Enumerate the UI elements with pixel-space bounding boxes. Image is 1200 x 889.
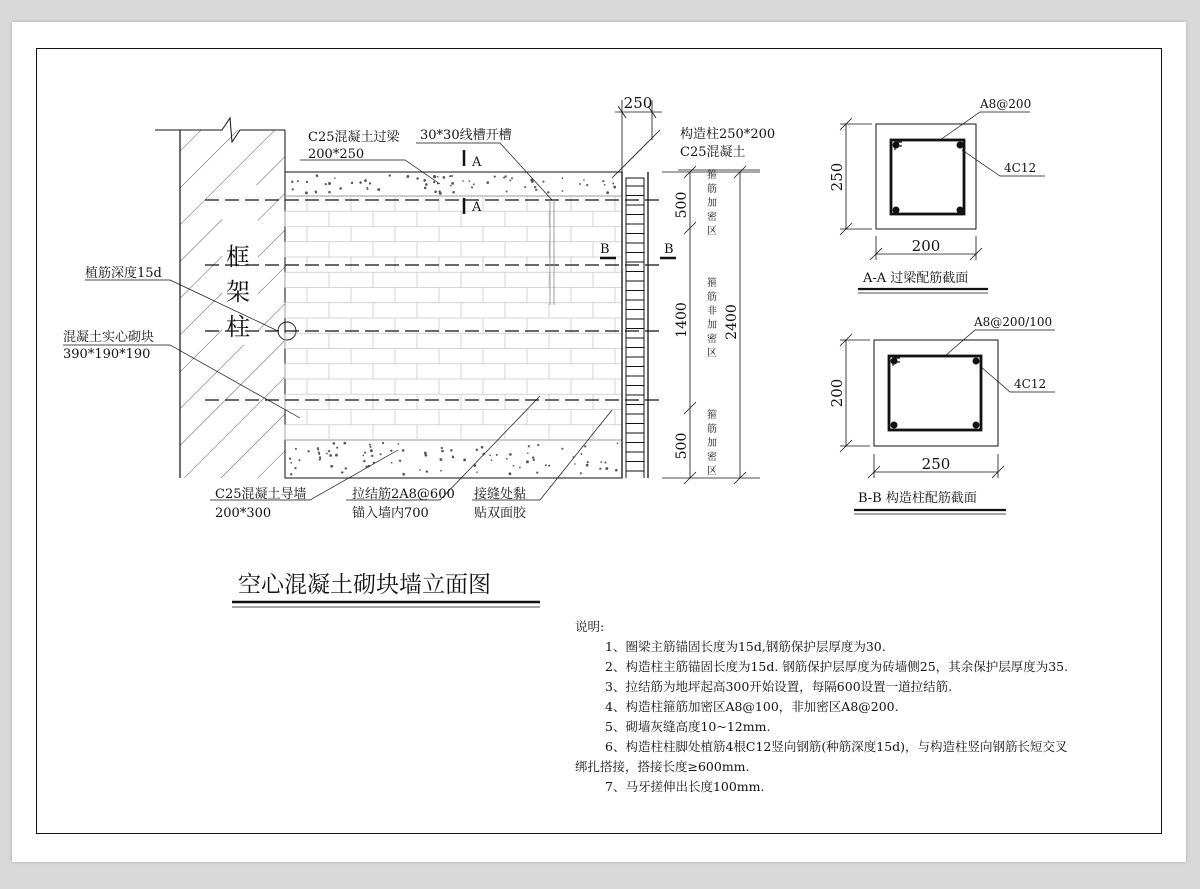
svg-text:筋: 筋 <box>707 184 717 195</box>
zone-labels <box>707 168 717 477</box>
guide-wall-label: C25混凝土导墙 <box>215 487 307 502</box>
guide-wall-size: 200*300 <box>215 506 272 521</box>
svg-text:密: 密 <box>707 334 717 345</box>
tie-bar-label: 拉结筋2A8@600 <box>352 487 455 502</box>
bb-height: 200 <box>828 378 846 408</box>
joint-label: 接缝处黏 <box>474 487 527 502</box>
svg-text:加: 加 <box>707 320 717 331</box>
frame-col-char: 框 <box>226 243 250 271</box>
section-aa <box>828 97 1045 293</box>
svg-text:密: 密 <box>707 452 717 463</box>
note-item: 3、拉结筋为地坪起高300开始设置，每隔600设置一道拉结筋. <box>605 679 953 694</box>
aa-height: 250 <box>828 162 846 192</box>
leader-lines <box>63 143 760 500</box>
section-b-mark: B <box>664 242 674 257</box>
dim-2400: 2400 <box>724 304 740 340</box>
bb-stirrup: A8@200/100 <box>974 315 1053 329</box>
svg-text:密: 密 <box>707 212 717 223</box>
aa-title: A-A 过梁配筋截面 <box>863 271 969 286</box>
section-a-mark: A <box>472 155 482 170</box>
note-item: 2、构造柱主筋锚固长度为15d. 钢筋保护层厚度为砖墙侧25，其余保护层厚度为35. <box>605 659 1069 674</box>
joint-label-2: 贴双面胶 <box>474 506 527 521</box>
groove-label: 30*30线槽开槽 <box>420 128 512 143</box>
constructional-column <box>612 130 660 478</box>
frame-col-char: 架 <box>226 278 250 306</box>
svg-text:加: 加 <box>707 198 717 209</box>
note-item-continuation: 绑扎搭接，搭接长度≥600mm. <box>575 759 750 774</box>
svg-text:筋: 筋 <box>707 292 717 303</box>
col-name-label: 构造柱250*200 <box>680 127 776 142</box>
svg-text:箍: 箍 <box>707 278 717 289</box>
note-item: 7、马牙搓伸出长度100mm. <box>605 779 765 794</box>
svg-text:筋: 筋 <box>707 424 717 435</box>
svg-text:区: 区 <box>707 226 717 237</box>
block-size: 390*190*190 <box>63 347 151 362</box>
note-item: 5、砌墙灰缝高度10~12mm. <box>605 719 771 734</box>
aa-stirrup: A8@200 <box>980 97 1032 111</box>
frame-column <box>155 118 296 478</box>
aa-bars: 4C12 <box>1004 161 1037 175</box>
planting-label: 植筋深度15d <box>85 266 162 281</box>
col-concrete-label: C25混凝土 <box>680 145 746 160</box>
bb-title: B-B 构造柱配筋截面 <box>858 491 977 506</box>
svg-text:非: 非 <box>707 306 717 317</box>
svg-text:箍: 箍 <box>707 170 717 181</box>
note-item: 1、圈梁主筋锚固长度为15d,钢筋保护层厚度为30. <box>605 639 886 654</box>
svg-text:区: 区 <box>707 466 717 477</box>
tie-anchor-label: 锚入墙内700 <box>352 506 429 521</box>
frame-col-char: 柱 <box>226 313 250 341</box>
note-item: 4、构造柱箍筋加密区A8@100，非加密区A8@200. <box>605 699 899 714</box>
dim-top: 250 <box>623 94 653 112</box>
section-a-mark: A <box>472 200 482 215</box>
notes-heading: 说明: <box>575 619 605 634</box>
dim-1400: 1400 <box>674 302 690 338</box>
dim-500-bottom: 500 <box>674 432 690 460</box>
svg-text:区: 区 <box>707 348 717 359</box>
main-title: 空心混凝土砌块墙立面图 <box>238 572 491 598</box>
lintel-label: C25混凝土过梁 <box>308 130 400 145</box>
note-item: 6、构造柱柱脚处植筋4根C12竖向钢筋(种筋深度15d)，与构造柱竖向钢筋长短交叉 <box>605 739 1068 754</box>
bb-width: 250 <box>921 455 951 473</box>
bb-bars: 4C12 <box>1014 377 1047 391</box>
section-b-mark: B <box>600 242 610 257</box>
aa-width: 200 <box>911 237 941 255</box>
block-label: 混凝土实心砌块 <box>63 330 155 345</box>
section-bb <box>828 315 1055 514</box>
svg-text:箍: 箍 <box>707 410 717 421</box>
notes-block <box>575 617 1175 797</box>
lintel-size: 200*250 <box>308 147 365 162</box>
svg-text:加: 加 <box>707 438 717 449</box>
dim-500-top: 500 <box>674 191 690 219</box>
